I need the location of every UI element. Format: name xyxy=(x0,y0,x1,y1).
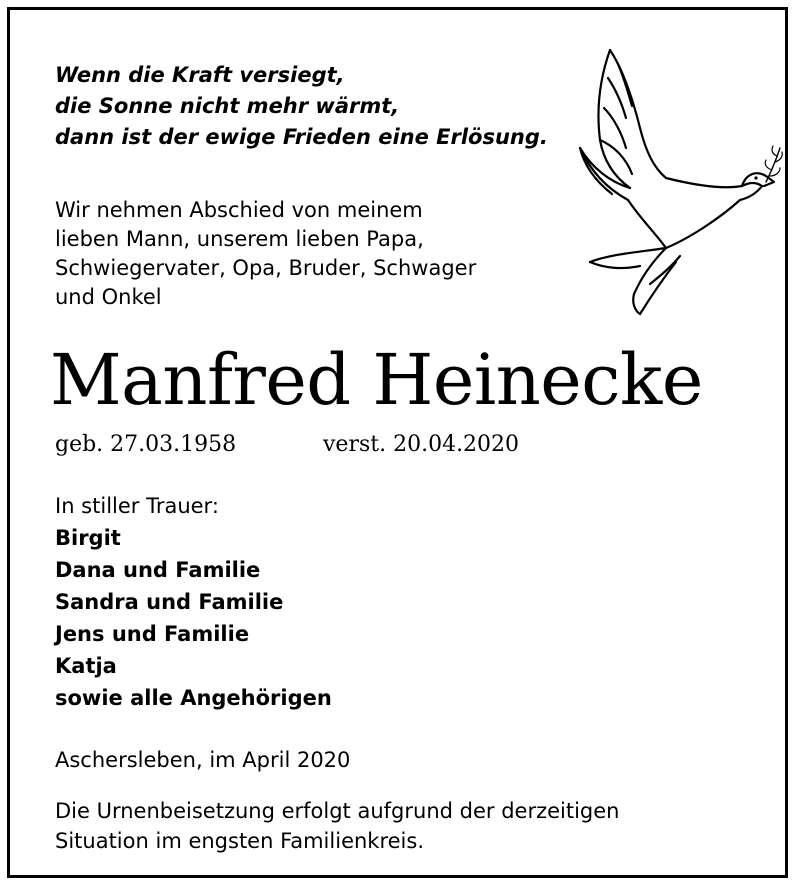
motto-verse xyxy=(55,60,548,153)
deceased-name: Manfred Heinecke xyxy=(50,339,703,421)
note-line: Die Urnenbeisetzung erfolgt aufgrund der derzeitigen xyxy=(55,799,620,823)
mourner-name: Katja xyxy=(55,654,117,678)
dove-with-olive-branch-icon xyxy=(570,48,785,318)
burial-note xyxy=(55,796,619,856)
intro-line: Wir nehmen Abschied von meinem xyxy=(55,198,423,222)
life-dates xyxy=(55,430,520,460)
intro-line: Schwiegervater, Opa, Bruder, Schwager xyxy=(55,256,477,280)
birth-date: geb. 27.03.1958 xyxy=(55,432,237,457)
mourner-name: Sandra und Familie xyxy=(55,590,284,614)
motto-line: die Sonne nicht mehr wärmt, xyxy=(55,94,400,118)
intro-line: und Onkel xyxy=(55,285,162,309)
motto-line: Wenn die Kraft versiegt, xyxy=(55,63,345,87)
obituary-frame xyxy=(7,7,788,878)
mourners-list xyxy=(55,490,332,714)
mourners-heading: In stiller Trauer: xyxy=(55,494,219,518)
mourner-name: sowie alle Angehörigen xyxy=(55,686,332,710)
motto-line: dann ist der ewige Frieden eine Erlösung. xyxy=(55,125,548,149)
intro-text xyxy=(55,196,476,312)
note-line: Situation im engsten Familienkreis. xyxy=(55,829,424,853)
intro-line: lieben Mann, unserem lieben Papa, xyxy=(55,227,424,251)
mourner-name: Birgit xyxy=(55,526,121,550)
place-and-date: Aschersleben, im April 2020 xyxy=(55,748,351,772)
mourner-name: Jens und Familie xyxy=(55,622,250,646)
death-date: verst. 20.04.2020 xyxy=(323,432,520,457)
mourner-name: Dana und Familie xyxy=(55,558,261,582)
